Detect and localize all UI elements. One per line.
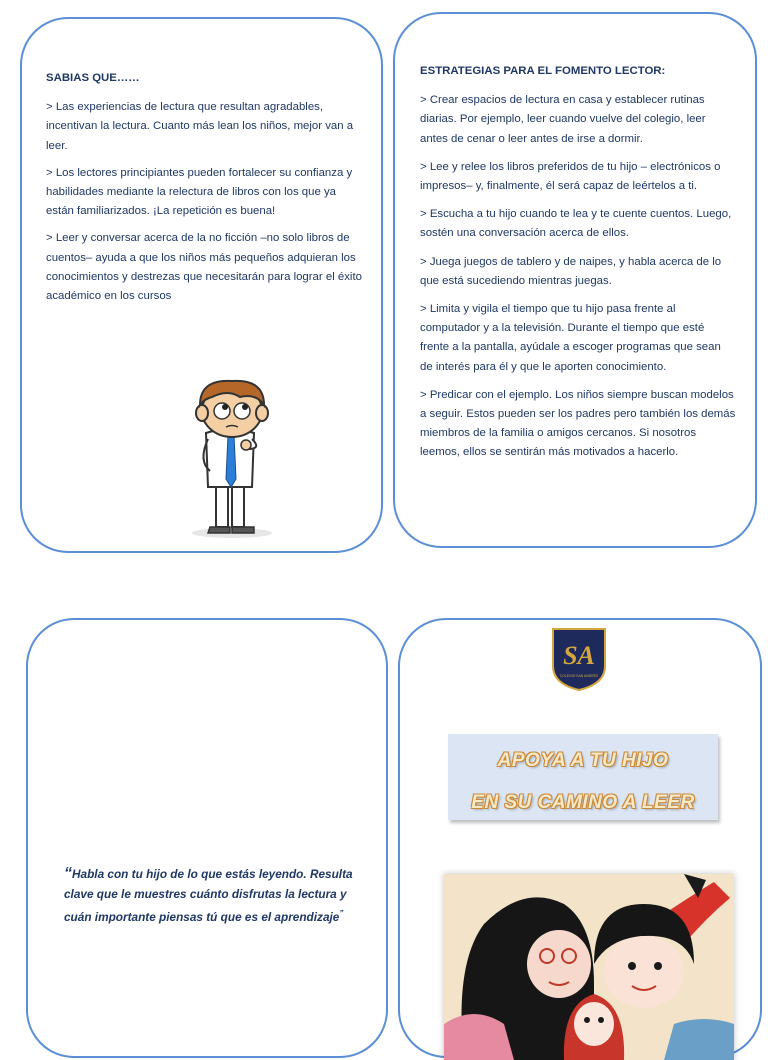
quote-close-mark: ” bbox=[339, 908, 344, 918]
sabias-que-paragraph-1: > Las experiencias de lectura que resultan agradables, incentivan la lectura. Cuanto más lean los niños, mejor van a leer. bbox=[46, 101, 354, 152]
estrategias-content bbox=[420, 62, 736, 472]
cover-title-box bbox=[448, 734, 718, 820]
sabias-que-paragraph-2: > Los lectores principiantes pueden fortalecer su confianza y habilidades mediante la relectura de libros con los que ya están familiarizados. ¡La repetición es buena! bbox=[46, 166, 353, 218]
logo-caption: COLEGIO SAN ANDRÉS bbox=[559, 674, 599, 678]
cover-title-line-1: APOYA A TU HIJO bbox=[497, 750, 669, 771]
quote-open-mark: “ bbox=[64, 864, 72, 882]
cover-title-line-2: EN SU CAMINO A LEER bbox=[471, 792, 695, 813]
family-reading-illustration bbox=[444, 874, 734, 1060]
estrategias-paragraph-3: > Escucha a tu hijo cuando te lea y te cuente cuentos. Luego, sostén una conversación acerca de ellos. bbox=[420, 208, 732, 240]
estrategias-paragraph-6: > Predicar con el ejemplo. Los niños siempre buscan modelos a seguir. Estos pueden ser los padres pero también los demás miembros de la familia o amigos cercanos. Si nosotros leemos, ellos se sentirán más motivados a hacerlo. bbox=[420, 388, 736, 459]
estrategias-paragraph-1: > Crear espacios de lectura en casa y establecer rutinas diarias. Por ejemplo, leer cuando vuelve del colegio, leer antes de cenar o leer antes de irse a dormir. bbox=[420, 94, 706, 145]
panel-quote bbox=[26, 618, 388, 1058]
estrategias-paragraph-5: > Limita y vigila el tiempo que tu hijo pasa frente al computador y a la televisión. Durante el tiempo que esté frente a la pantalla, ayúdale a escoger programas que sean de interés para él y que le aporten conocimiento. bbox=[420, 303, 721, 373]
panel-cover bbox=[398, 618, 762, 1058]
logo-letters: SA bbox=[563, 641, 595, 670]
panel-sabias-que bbox=[20, 17, 383, 553]
estrategias-paragraph-4: > Juega juegos de tablero y de naipes, y habla acerca de lo que está sucediendo mientras juegas. bbox=[420, 255, 722, 287]
parent-quote bbox=[64, 864, 358, 927]
school-crest-logo bbox=[550, 626, 608, 692]
panel-estrategias bbox=[393, 12, 757, 548]
quote-text: Habla con tu hijo de lo que estás leyendo. Resulta clave que le muestres cuánto disfrutas la lectura y cuán importante piensas tú que es el aprendizaje bbox=[64, 866, 353, 924]
sabias-que-paragraph-3: > Leer y conversar acerca de la no ficción –no solo libros de cuentos– ayuda a que los niños más pequeños adquieran los conocimientos y destrezas que necesitarán para lograr el éxito académico en los cursos bbox=[46, 232, 362, 303]
estrategias-paragraph-2: > Lee y relee los libros preferidos de tu hijo – electrónicos o impresos– y, finalmente, él será capaz de leértelos a ti. bbox=[420, 160, 721, 193]
sabias-que-content bbox=[46, 69, 362, 314]
sabias-que-heading: SABIAS QUE…… bbox=[46, 72, 140, 84]
estrategias-heading: ESTRATEGIAS PARA EL FOMENTO LECTOR: bbox=[420, 65, 666, 77]
thinking-boy-illustration bbox=[140, 341, 320, 549]
